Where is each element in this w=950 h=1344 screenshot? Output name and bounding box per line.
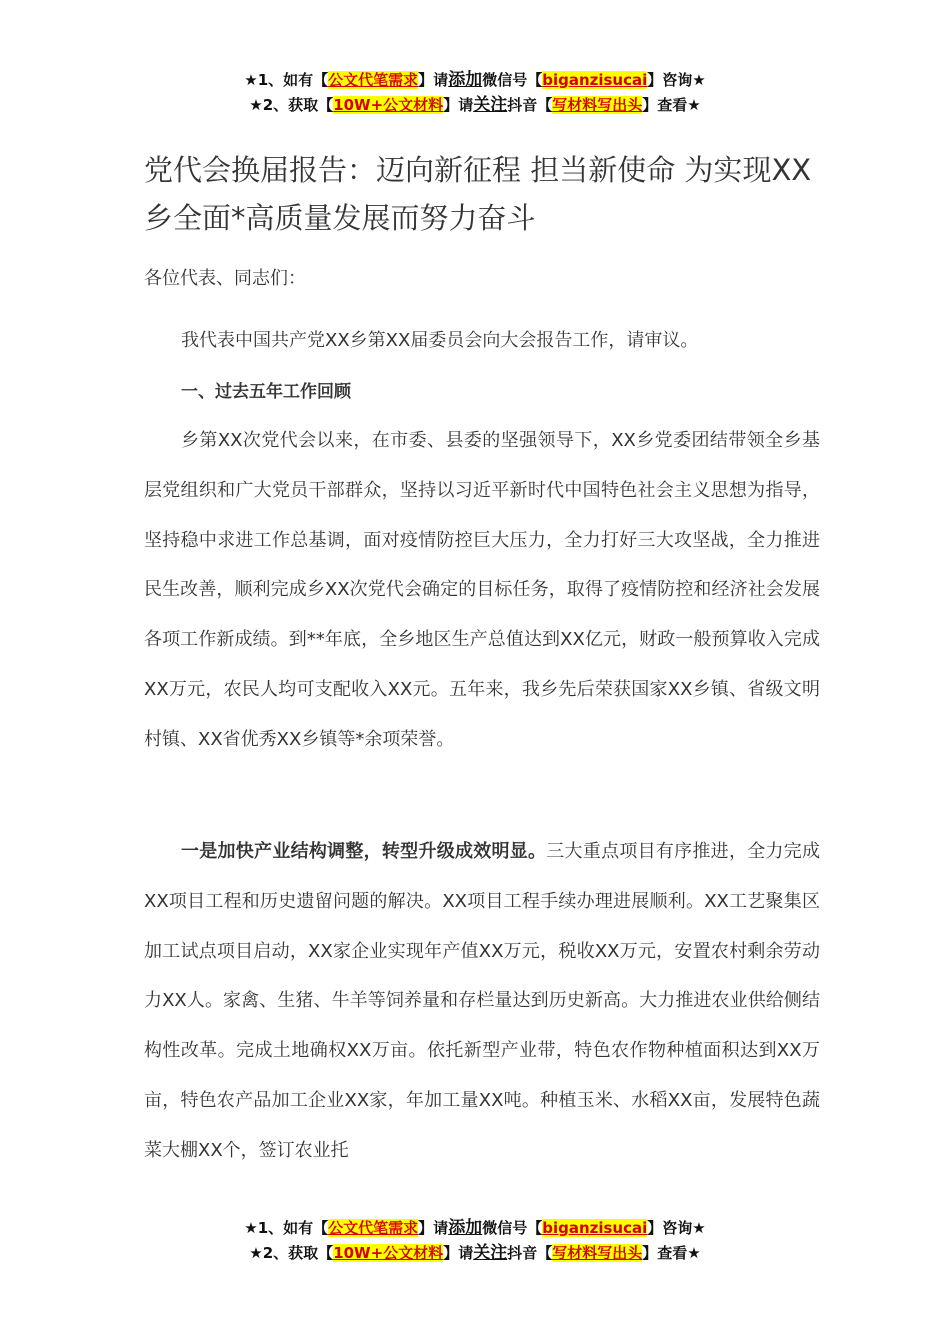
banner-text: 】咨询★ [647,71,706,89]
banner-emphasis: 添加 [448,1218,483,1238]
section-heading: 一、过去五年工作回顾 [181,382,351,402]
top-banner [0,68,950,118]
banner-emphasis: 关注 [473,1243,508,1263]
paragraph-lead: 一是加快产业结构调整，转型升级成效明显。 [181,841,547,862]
banner-text: 】请 [418,1219,449,1237]
banner-highlight-materials: 10W+公文材料 [333,96,444,114]
document-title: 党代会换届报告：迈向新征程 担当新使命 为实现XX乡全面*高质量发展而努力奋斗 [144,153,812,235]
banner-text: 】查看★ [642,1244,701,1262]
intro-paragraph: 我代表中国共产党XX乡第XX届委员会向大会报告工作，请审议。 [181,330,699,351]
greeting: 各位代表、同志们： [144,268,306,289]
banner-highlight-douyin-id: 写材料写出头 [552,1244,643,1262]
paragraph-body: 三大重点项目有序推进，全力完成XX项目工程和历史遗留问题的解决。XX项目工程手续办理进展顺利。XX工艺聚集区加工试点项目启动，XX家企业实现年产值XX万元，税收XX万元，安置农村剩余劳动力XX人。家禽、生猪、牛羊等饲养量和存栏量达到历史新高。大力推进农业供给侧结构性改革。完成土地确权XX万亩。依托新型产业带，特色农作物种植面积达到XX万亩，特色农产品加工企业XX家，年加工量XX吨。种植玉米、水稻XX亩，发展特色蔬菜大棚XX个，签订农业托 [144,841,821,1161]
banner-text: 】请 [418,71,449,89]
banner-text: ★2、获取【 [249,1244,334,1262]
banner-highlight-wechat-id: biganzisucai [542,1219,648,1237]
banner-text: 抖音【 [507,96,553,114]
banner-text: 】请 [443,96,474,114]
banner-text: 微信号【 [482,1219,543,1237]
banner-text: 】查看★ [642,96,701,114]
body-paragraph-2 [144,827,820,1176]
banner-highlight-service: 公文代笔需求 [328,71,419,89]
banner-line-1 [0,1216,950,1241]
banner-text: 】请 [443,1244,474,1262]
bottom-banner [0,1216,950,1266]
body-paragraph-1: 乡第XX次党代会以来，在市委、县委的坚强领导下，XX乡党委团结带领全乡基层党组织和广大党员干部群众，坚持以习近平新时代中国特色社会主义思想为指导，坚持稳中求进工作总基调，面对疫情防控巨大压力，全力打好三大攻坚战，全力推进民生改善，顺利完成乡XX次党代会确定的目标任务，取得了疫情防控和经济社会发展各项工作新成绩。到**年底，全乡地区生产总值达到XX亿元，财政一般预算收入完成XX万元，农民人均可支配收入XX元。五年来，我乡先后荣获国家XX乡镇、省级文明村镇、XX省优秀XX乡镇等*余项荣誉。 [144,430,820,750]
banner-highlight-service: 公文代笔需求 [328,1219,419,1237]
banner-text: 抖音【 [507,1244,553,1262]
banner-line-1 [0,68,950,93]
banner-text: ★2、获取【 [249,96,334,114]
banner-text: ★1、如有【 [244,1219,329,1237]
banner-highlight-douyin-id: 写材料写出头 [552,96,643,114]
banner-highlight-wechat-id: biganzisucai [542,71,648,89]
banner-line-2 [0,1241,950,1266]
banner-highlight-materials: 10W+公文材料 [333,1244,444,1262]
banner-emphasis: 关注 [473,95,508,115]
banner-text: 】咨询★ [647,1219,706,1237]
banner-text: 微信号【 [482,71,543,89]
banner-text: ★1、如有【 [244,71,329,89]
banner-emphasis: 添加 [448,70,483,90]
banner-line-2 [0,93,950,118]
